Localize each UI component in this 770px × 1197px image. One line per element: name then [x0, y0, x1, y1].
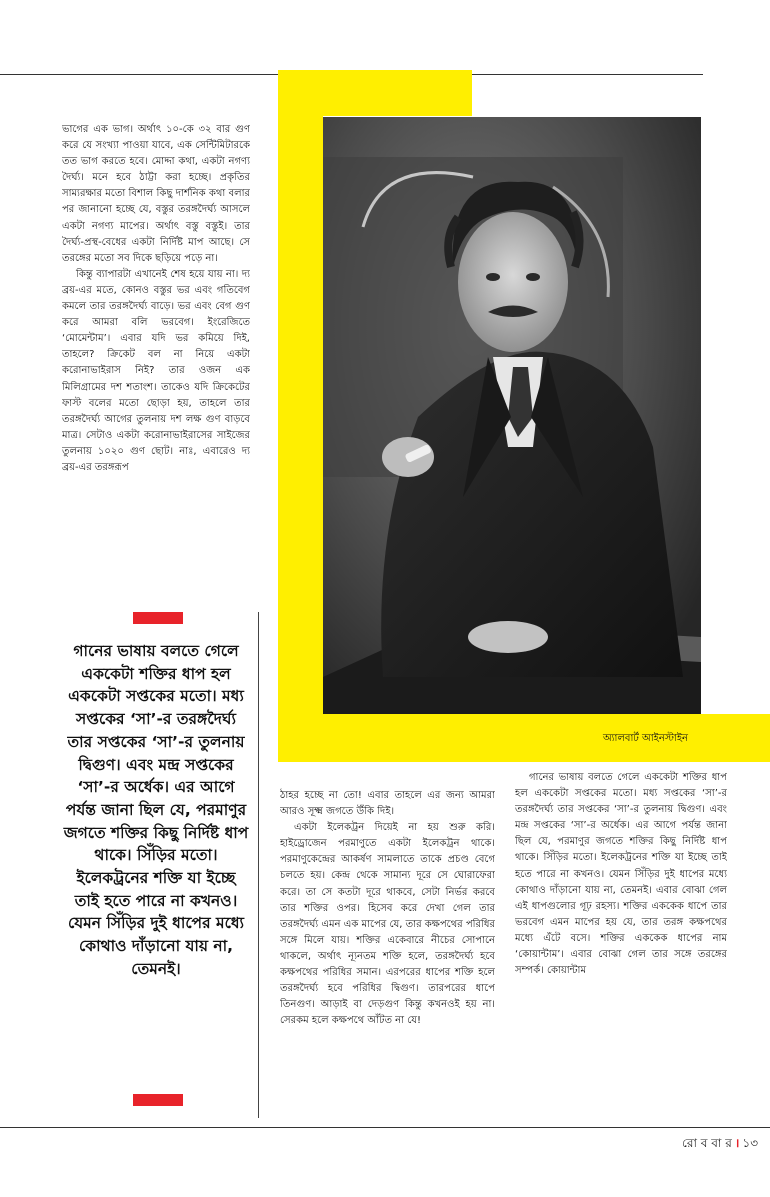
- page-number: ১৩: [742, 1136, 758, 1150]
- paragraph: গানের ভাষায় বলতে গেলে এককেটা শক্তির ধাপ হল এককেটা সপ্তকের মতো। মধ্য সপ্তকের ‘সা’-র তরঙ্গদৈর্ঘ্য তার সপ্তকের ‘সা’-র তুলনায় দ্বিগুণ। এবং মন্দ্র সপ্তকের ‘সা’-র অর্ধেক। এর আগে পর্যন্ত জানা ছিল যে, পরমাণুর জগতে শক্তির কিছু নির্দিষ্ট ধাপ থাকে। সিঁড়ির মতো। ইলেকট্রনের শক্তি যা ইচ্ছে তাই হতে পারে না কখনও। যেমন সিঁড়ির দুই ধাপের মধ্যে কোথাও দাঁড়ানো যায় না, তেমনই। এবার বোঝা গেল এই ধাপগুলোর গূঢ় রহস্য। শক্তির এককেক ধাপে তার ভরবেগ এমন মাপের হয় যে, তার তরঙ্গ কক্ষপথের মধ্যে এঁটে বসে। শক্তির এককেক ধাপের নাম ‘কোয়ান্টাম’। এবার বোঝা গেল তার সঙ্গে তরঙ্গের সম্পর্ক। কোয়ান্টাম: [515, 772, 727, 977]
- page-footer: [682, 1134, 758, 1155]
- photo-caption: অ্যালবার্ট আইনস্টাইন: [603, 733, 688, 744]
- article-column-left: [62, 122, 250, 582]
- einstein-photo: [323, 117, 701, 714]
- article-column-middle: [280, 788, 495, 1108]
- caption-band: [278, 714, 770, 762]
- pull-quote-bar-top: [133, 612, 183, 624]
- article-column-right: [515, 770, 727, 1108]
- paragraph: কিন্তু ব্যাপারটা এখানেই শেষ হয়ে যায় না। দ্য ব্রয়-এর মতে, কোনও বস্তুর ভর এবং গতিবেগ কমলে তার তরঙ্গদৈর্ঘ্য বাড়ে। ভর এবং বেগ গুণ করে আমরা বলি ভরবেগ। ইংরেজিতে ‘মোমেন্টাম’। এবার যদি ভর কমিয়ে দিই, তাহলে? ক্রিকেট বল না নিয়ে একটা করোনাভাইরাস নিই? তার ওজন এক মিলিগ্রামের দশ শতাংশ। তাকেও যদি ক্রিকেটের ফাস্ট বলের মতো ছোড়া হয়, তাহলে তার তরঙ্গদৈর্ঘ্য আগের তুলনায় দশ লক্ষ গুণ বাড়বে মাত্র। সেটাও একটা করোনাভাইরাসের সাইজের তুলনায় ১০২০ গুণ ছোট। নাঃ, এবারেও দ্য ব্রয়-এর তরঙ্গরূপ: [62, 268, 250, 473]
- paragraph: একটা ইলেকট্রন দিয়েই না হয় শুরু করি। হাইড্রোজেন পরমাণুতে একটা ইলেকট্রন থাকে। পরমাণুকেন্দ্রের আকর্ষণ সামলাতে তাকে প্রচণ্ড বেগে চলতে হয়। কেন্দ্র থেকে সামান্য দূরে সে ঘোরাফেরা করে। তা সে কতটা দূরে থাকবে, সেটা নির্ভর করবে তার শক্তির ওপর। হিসেব করে দেখা গেল তার তরঙ্গদৈর্ঘ্য এমন এক মাপের যে, তার কক্ষপথের পরিধির সঙ্গে মিলে যায়। শক্তির একেবারে নীচের সোপানে থাকলে, অর্থাৎ ন্যূনতম শক্তি হলে, তরঙ্গদৈর্ঘ্য হবে কক্ষপথের পরিধির সমান। এরপরের ধাপের শক্তি হলে তরঙ্গদৈর্ঘ্য হবে পরিধির দ্বিগুণ। তারপরের ধাপে তিনগুণ। আড়াই বা দেড়গুণ কিন্তু কখনওই হয় না। সেরকম হলে কক্ষপথে আঁটত না যে!: [280, 822, 495, 1027]
- portrait-illustration: [323, 117, 701, 714]
- footer-separator: ।: [734, 1136, 740, 1150]
- column-divider: [258, 612, 259, 1118]
- paragraph: ঠাহর হচ্ছে না তো! এবার তাহলে এর জন্য আমরা আরও সূক্ষ্ম জগতে উঁকি দিই।: [280, 790, 495, 818]
- paragraph: ভাগের এক ভাগ। অর্থাৎ ১০-কে ৩২ বার গুণ করে যে সংখ্যা পাওয়া যাবে, এক সেন্টিমিটারকে তত ভাগ করতে হবে। মোদ্দা কথা, একটা নগণ্য দৈর্ঘ্য। মনে হবে ঠাট্টা করা হচ্ছে। প্রকৃতির সাম্যরক্ষার মতো বিশাল কিছু দার্শনিক কথা বলার পর জানানো হচ্ছে যে, বস্তুর তরঙ্গদৈর্ঘ্য আসলে একটা নগণ্য মাপের। অর্থাৎ বস্তু বস্তুই। তার দৈর্ঘ্য-প্রস্থ-বেধের একটা নির্দিষ্ট মাপ আছে। সে তরঙ্গের মতো সব দিকে ছড়িয়ে পড়ে না।: [62, 124, 250, 264]
- pull-quote-bar-bottom: [133, 1094, 183, 1106]
- pull-quote: গানের ভাষায় বলতে গেলে এককেটা শক্তির ধাপ হল এককেটা সপ্তকের মতো। মধ্য সপ্তকের ‘সা’-র তরঙ্গদৈর্ঘ্য তার সপ্তকের ‘সা’-র তুলনায় দ্বিগুণ। এবং মন্দ্র সপ্তকের ‘সা’-র অর্ধেক। এর আগে পর্যন্ত জানা ছিল যে, পরমাণুর জগতে শক্তির কিছু নির্দিষ্ট ধাপ থাকে। সিঁড়ির মতো। ইলেকট্রনের শক্তি যা ইচ্ছে তাই হতে পারে না কখনও। যেমন সিঁড়ির দুই ধাপের মধ্যে কোথাও দাঁড়ানো যায় না, তেমনই।: [63, 642, 249, 978]
- magazine-name: রো ব বা র: [682, 1136, 732, 1150]
- bottom-rule: [0, 1127, 770, 1128]
- photo-frame-left: [278, 70, 323, 762]
